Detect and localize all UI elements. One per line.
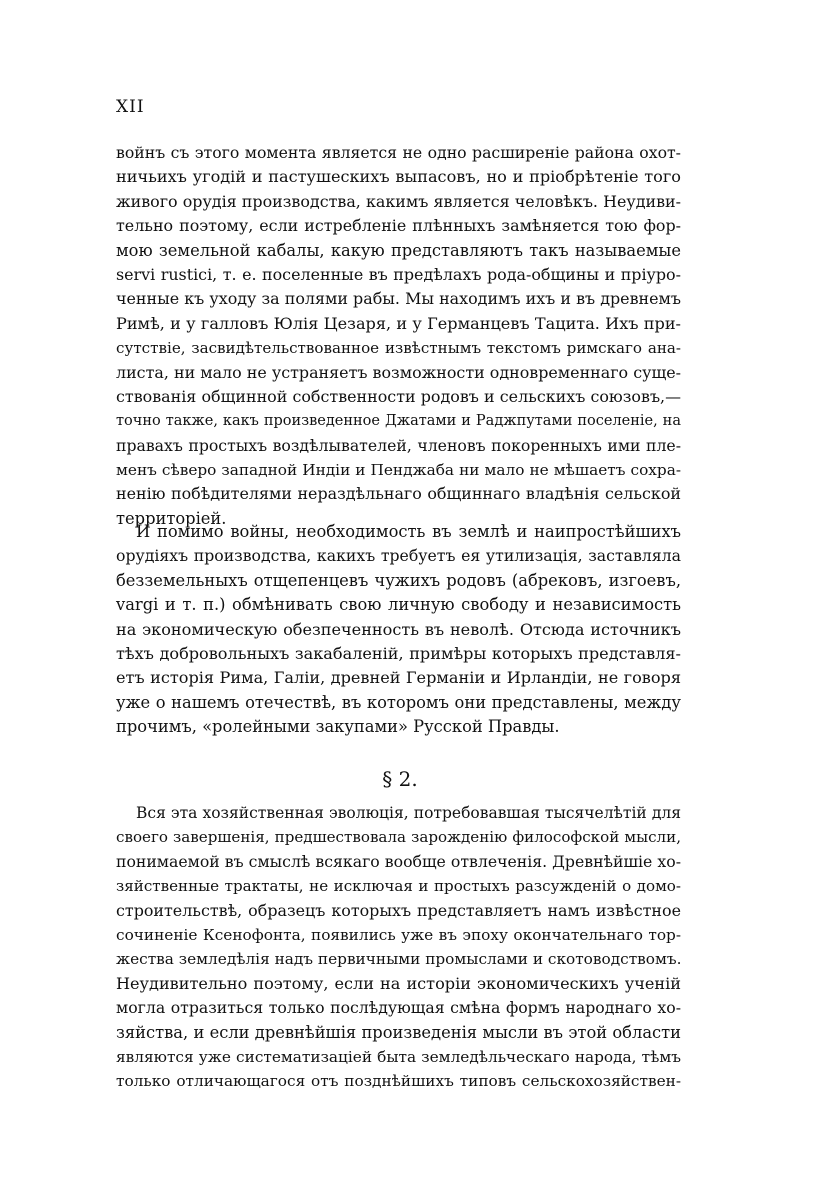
text-line: уже о нашемъ отечествѣ, въ которомъ они представлены, между bbox=[116, 692, 681, 712]
text-line: на экономическую обезпеченность въ неволѣ. Отсюда источникъ bbox=[116, 619, 681, 639]
text-line: Неудивительно поэтому, если на исторіи экономическихъ ученій bbox=[116, 973, 681, 993]
text-line: сочиненіе Ксенофонта, появились уже въ эпоху окончательнаго тор- bbox=[116, 925, 681, 944]
text-line: vargi и т. п.) обмѣнивать свою личную свободу и независимость bbox=[116, 595, 681, 615]
text-line: являются уже систематизаціей быта земледѣльческаго народа, тѣмъ bbox=[116, 1047, 681, 1066]
paragraph-1 bbox=[116, 141, 681, 531]
text-line: ненію побѣдителями нераздѣльнаго общиннаго владѣнія сельской bbox=[116, 484, 681, 504]
text-line: тѣхъ добровольныхъ закабаленій, примѣры которыхъ представля- bbox=[116, 643, 681, 663]
text-line: только отличающагося отъ позднѣйшихъ типовъ сельскохозяйствен- bbox=[116, 1072, 681, 1091]
text-line: войнъ съ этого момента является не одно расширеніе района охот- bbox=[116, 143, 681, 162]
text-line: И помимо войны, необходимость въ землѣ и наипростѣйшихъ bbox=[136, 522, 681, 541]
text-line: могла отразиться только послѣдующая смѣна формъ народнаго хо- bbox=[116, 998, 681, 1018]
text-line: листа, ни мало не устраняетъ возможности одновременнаго суще- bbox=[116, 362, 681, 382]
paragraph-2 bbox=[116, 520, 681, 740]
text-line: живого орудія производства, какимъ является человѣкъ. Неудиви- bbox=[116, 191, 681, 211]
text-line: безземельныхъ отщепенцевъ чужихъ родовъ (абрековъ, изгоевъ, bbox=[116, 570, 681, 590]
text-line: прочимъ, «ролейными закупами» Русской Правды. bbox=[116, 717, 560, 737]
text-line: тельно поэтому, если истребленіе плѣнныхъ замѣняется тою фор- bbox=[116, 216, 681, 236]
text-line: менъ сѣверо западной Индіи и Пенджаба ни мало не мѣшаетъ сохра- bbox=[116, 461, 681, 480]
text-line: етъ исторія Рима, Галіи, древней Германіи и Ирландіи, не говоря bbox=[116, 668, 681, 688]
text-line: орудіяхъ производства, какихъ требуетъ ея утилизація, заставляла bbox=[116, 546, 681, 566]
text-line: ствованія общинной собственности родовъ и сельскихъ союзовъ,— bbox=[116, 386, 681, 406]
paragraph-3 bbox=[116, 801, 681, 1094]
text-line: ченные къ уходу за полями рабы. Мы находимъ ихъ и въ древнемъ bbox=[116, 289, 681, 309]
section-heading: § 2. bbox=[382, 767, 418, 791]
text-line: зяйственные трактаты, не исключая и простыхъ разсужденій о домо- bbox=[116, 877, 681, 896]
text-line: Римѣ, и у галловъ Юлія Цезаря, и у Германцевъ Тацита. Ихъ при- bbox=[116, 313, 681, 333]
text-line: своего завершенія, предшествовала зарожденію философской мысли, bbox=[116, 828, 681, 847]
text-line: сутствіе, засвидѣтельствованное извѣстнымъ текстомъ римскаго ана- bbox=[116, 339, 681, 358]
text-line: servi rustici, т. е. поселенные въ предѣлахъ рода-общины и пріуро- bbox=[116, 264, 681, 284]
text-line: зяйства, и если древнѣйшія произведенія мысли въ этой области bbox=[116, 1022, 681, 1042]
text-line: мою земельной кабалы, какую представляютъ такъ называемые bbox=[116, 240, 681, 260]
page-number: XII bbox=[116, 97, 145, 117]
text-line: строительствѣ, образецъ которыхъ представляетъ намъ извѣстное bbox=[116, 900, 681, 920]
text-line: Вся эта хозяйственная эволюція, потребовавшая тысячелѣтій для bbox=[136, 804, 681, 822]
text-line: жества земледѣлія надъ первичными промыслами и скотоводствомъ. bbox=[116, 950, 682, 969]
text-line: ничьихъ угодій и пастушескихъ выпасовъ, но и пріобрѣтеніе того bbox=[116, 167, 681, 187]
text-line: территоріей. bbox=[116, 508, 227, 528]
text-line: понимаемой въ смыслѣ всякаго вообще отвлеченія. Древнѣйшіе хо- bbox=[116, 851, 681, 871]
text-line: правахъ простыхъ воздѣлывателей, членовъ покоренныхъ ими пле- bbox=[116, 435, 681, 455]
text-line: точно также, какъ произведенное Джатами и Раджпутами поселеніе, на bbox=[116, 413, 681, 430]
